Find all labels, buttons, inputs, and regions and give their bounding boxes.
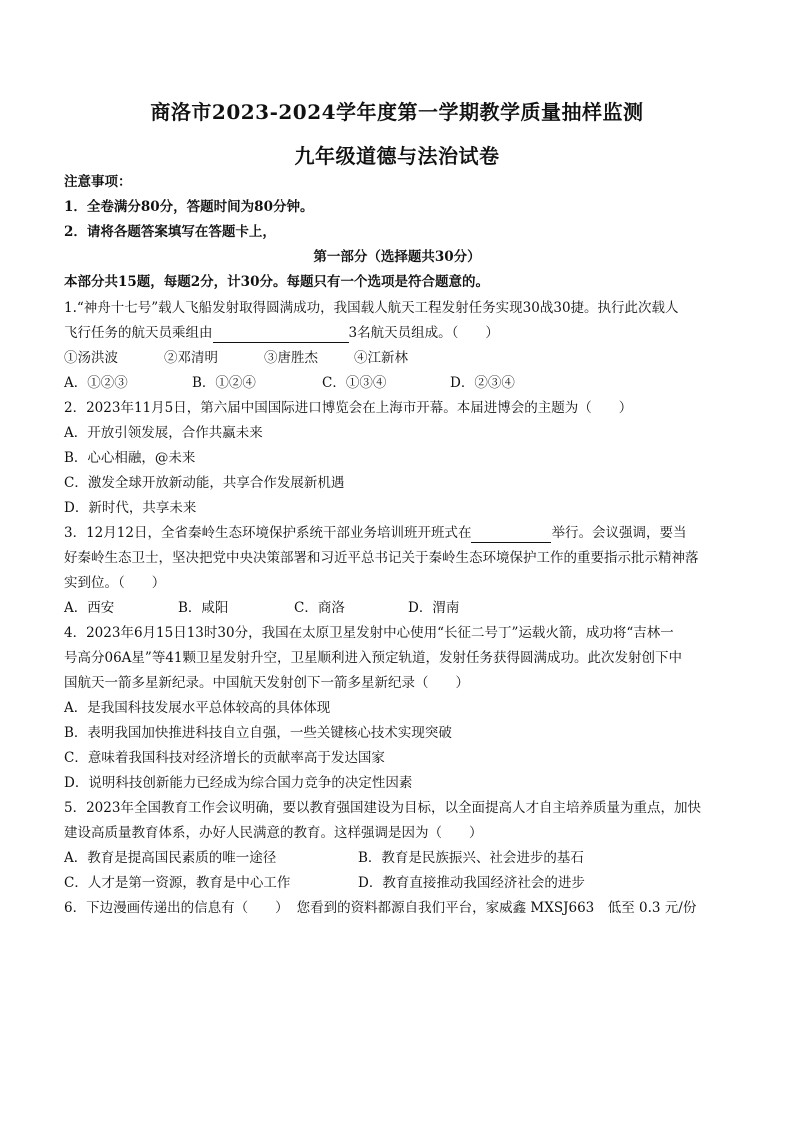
q4-stem-line2: 号高分06A星”等41颗卫星发射升空，卫星顺利进入预定轨道，发射任务获得圆满成功。此次发射创下中 bbox=[64, 650, 683, 666]
q3-option-b: B．咸阳 bbox=[178, 600, 229, 616]
q3-option-c: C．商洛 bbox=[294, 600, 345, 616]
q1-item-4: ④江新林 bbox=[354, 350, 408, 366]
watermark-note: 您看到的资料都源自我们平台，家威鑫 MXSJ663 低至 0.3 元/份 bbox=[296, 900, 697, 916]
q1-option-b: B．①②④ bbox=[192, 375, 256, 391]
q5-option-a: A．教育是提高国民素质的唯一途径 bbox=[64, 850, 277, 866]
q1-items bbox=[64, 348, 408, 368]
q1-stem-line1: 1.“神舟十七号”载人飞船发射取得圆满成功，我国载人航天工程发射任务实现30战30捷。执行此次载人 bbox=[64, 300, 679, 316]
q3-stem-line2: 好秦岭生态卫士，坚决把党中央决策部署和习近平总书记关于秦岭生态环境保护工作的重要指示批示精神落 bbox=[64, 550, 699, 566]
q2-option-c: C．激发全球开放新动能，共享合作发展新机遇 bbox=[64, 475, 345, 491]
q5-option-c: C．人才是第一资源，教育是中心工作 bbox=[64, 875, 291, 891]
q3-option-a: A．西安 bbox=[64, 600, 115, 616]
page-title: 商洛市2023-2024学年度第一学期教学质量抽样监测 bbox=[150, 100, 644, 124]
q3-stem-line3: 实到位。（ ） bbox=[64, 575, 166, 591]
q1-item-2: ②邓清明 bbox=[164, 350, 218, 366]
q3-stem-line1 bbox=[64, 523, 686, 543]
q4-option-c: C．意味着我国科技对经济增长的贡献率高于发达国家 bbox=[64, 750, 385, 766]
q1-item-1: ①汤洪波 bbox=[64, 350, 118, 366]
q4-option-a: A．是我国科技发展水平总体较高的具体体现 bbox=[64, 700, 331, 716]
q2-option-d: D．新时代，共享未来 bbox=[64, 500, 197, 516]
q1-stem-line2-start: 飞行任务的航天员乘组由 bbox=[64, 325, 213, 341]
q3-options bbox=[64, 598, 459, 618]
q2-stem: 2．2023年11月5日，第六届中国国际进口博览会在上海市开幕。本届进博会的主题为（ ） bbox=[64, 400, 633, 416]
q3-answer-blank bbox=[471, 528, 551, 543]
notice-heading: 注意事项： bbox=[64, 174, 132, 190]
part1-heading: 第一部分（选择题共30分） bbox=[313, 249, 481, 265]
q4-stem-line3: 国航天一箭多星新纪录。中国航天发射创下一箭多星新纪录（ ） bbox=[64, 675, 469, 691]
q3-stem-line1-start: 3．12月12日，全省秦岭生态环境保护系统干部业务培训班开班式在 bbox=[64, 525, 472, 541]
q3-stem-line1-end: 举行。会议强调，要当 bbox=[551, 525, 687, 541]
q5-option-b: B．教育是民族振兴、社会进步的基石 bbox=[358, 850, 584, 866]
q2-option-a: A．开放引领发展，合作共赢未来 bbox=[64, 425, 263, 441]
q4-stem-line1: 4．2023年6月15日13时30分，我国在太原卫星发射中心使用“长征二号丁”运载火箭，成功将“吉林一 bbox=[64, 625, 674, 641]
q1-option-d: D．②③④ bbox=[450, 375, 515, 391]
q1-item-3: ③唐胜杰 bbox=[264, 350, 318, 366]
notice-item-2: 2．请将各题答案填写在答题卡上， bbox=[64, 224, 276, 240]
q6-stem-text: 6．下边漫画传递出的信息有（ ） bbox=[64, 900, 289, 916]
q4-option-b: B．表明我国加快推进科技自立自强，一些关键核心技术实现突破 bbox=[64, 725, 452, 741]
q5-stem-line2: 建设高质量教育体系，办好人民满意的教育。这样强调是因为（ ） bbox=[64, 825, 483, 841]
q5-option-d: D．教育直接推动我国经济社会的进步 bbox=[358, 875, 585, 891]
q3-option-d: D．渭南 bbox=[408, 600, 460, 616]
q2-option-b: B．心心相融，@未来 bbox=[64, 450, 196, 466]
q1-option-c: C．①③④ bbox=[322, 375, 387, 391]
q1-stem-line2 bbox=[64, 323, 499, 343]
part1-intro: 本部分共15题，每题2分，计30分。每题只有一个选项是符合题意的。 bbox=[64, 274, 489, 290]
q5-options-row1 bbox=[64, 848, 584, 868]
q5-options-row2 bbox=[64, 873, 585, 893]
q5-stem-line1: 5．2023年全国教育工作会议明确，要以教育强国建设为目标，以全面提高人才自主培养质量为重点，加快 bbox=[64, 800, 701, 816]
q6-stem bbox=[64, 898, 696, 918]
notice-item-1: 1．全卷满分80分，答题时间为80分钟。 bbox=[64, 199, 314, 215]
q1-option-a: A．①②③ bbox=[64, 375, 128, 391]
q1-answer-blank bbox=[213, 328, 349, 343]
q1-stem-line2-end: 3名航天员组成。（ ） bbox=[348, 325, 499, 341]
page-subtitle: 九年级道德与法治试卷 bbox=[294, 144, 500, 168]
q4-option-d: D．说明科技创新能力已经成为综合国力竞争的决定性因素 bbox=[64, 775, 413, 791]
q1-options bbox=[64, 373, 515, 393]
